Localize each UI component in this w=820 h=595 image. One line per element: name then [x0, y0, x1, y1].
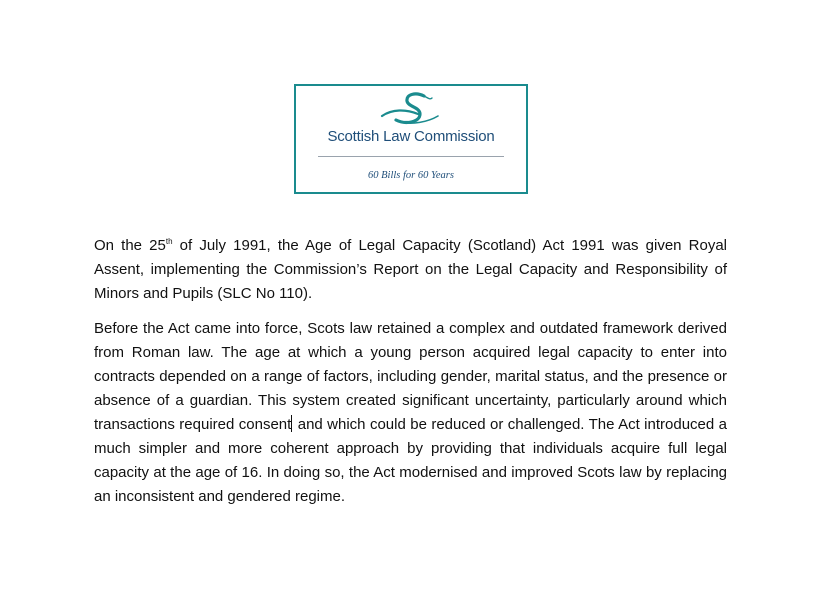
ordinal-suffix: th [165, 237, 173, 246]
paragraph-2-before-cursor: Before the Act came into force, Scots law retained a complex and outdated framework derived from Roman law. The age at which a young person acquired legal capacity to enter into contracts depended on a range of factors, including gender, marital status, and the presence or absence of a guardian. This system created significant uncertainty, particularly around which transactions required consent [94, 320, 727, 433]
paragraph-royal-assent [94, 234, 727, 306]
logo-tagline: 60 Bills for 60 Years [368, 170, 454, 181]
s-swoosh-logo-icon [380, 92, 440, 128]
paragraph-background[interactable] [94, 317, 727, 509]
paragraph-2-after-cursor: and which could be reduced or challenged. The Act introduced a much simpler and more coherent approach by providing that individuals acquire full legal capacity at the age of 16. In doing so, the Act modernised and improved Scots law by replacing an inconsistent and gendered regime. [94, 416, 727, 505]
logo-divider [318, 156, 504, 157]
paragraph-1-pre: On the 25 [94, 237, 166, 254]
document-body [94, 234, 727, 520]
paragraph-1-post: of July 1991, the Age of Legal Capacity (Scotland) Act 1991 was given Royal Assent, implementing the Commission’s Report on the Legal Capacity and Responsibility of Minors and Pupils (SLC No 110). [94, 237, 727, 302]
scottish-law-commission-logo [294, 84, 528, 194]
logo-organisation-name: Scottish Law Commission [327, 128, 495, 145]
